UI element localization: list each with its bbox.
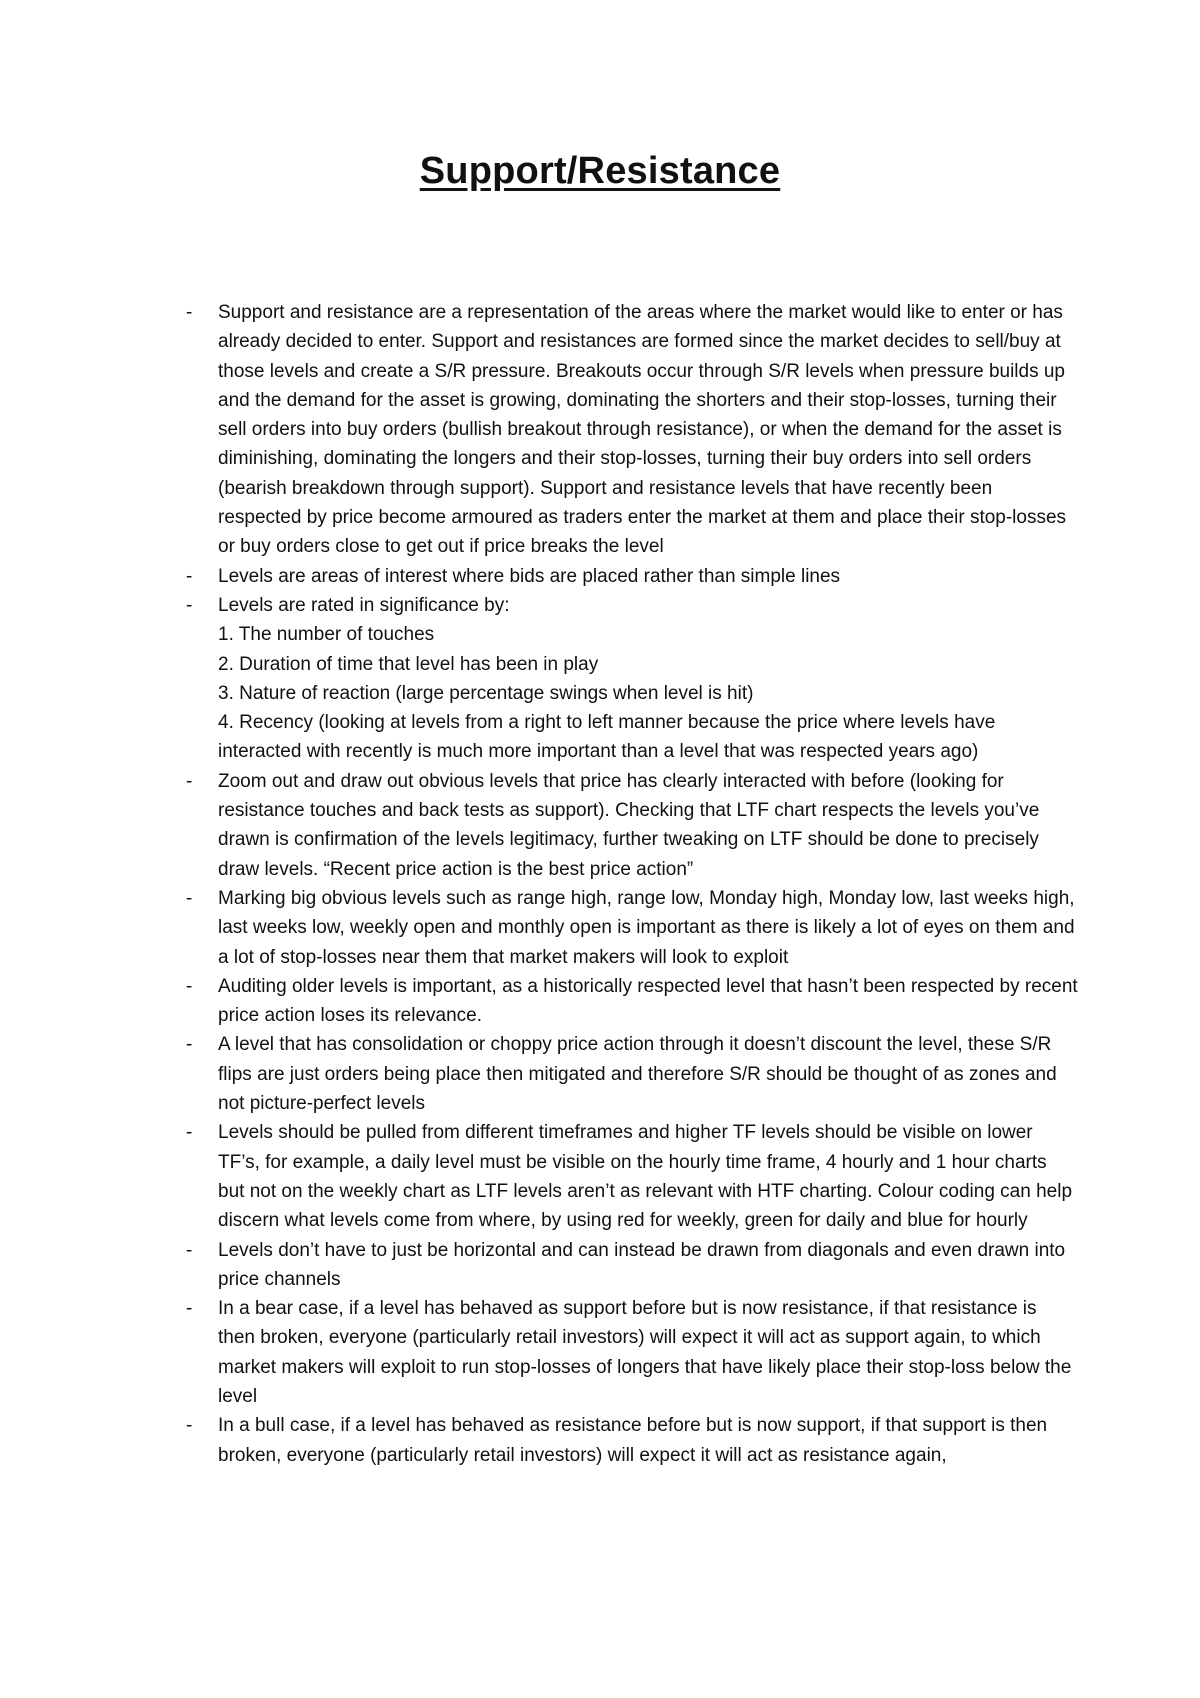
list-item	[0, 1411, 1078, 1470]
list-item	[0, 1118, 1078, 1235]
bullet-dash: -	[186, 302, 193, 323]
list-item-text: A level that has consolidation or choppy price action through it doesn’t discount the level, these S/R flips are just orders being place then mitigated and therefore S/R should be thought of as zones and not picture-perfect levels	[218, 1034, 1057, 1115]
bullet-dash: -	[186, 770, 193, 792]
document-title: Support/Resistance	[419, 150, 781, 192]
list-item	[0, 298, 1078, 562]
list-item	[0, 562, 1078, 591]
bullet-dash: -	[186, 1034, 193, 1056]
list-item-text: Auditing older levels is important, as a historically respected level that hasn’t been respected by recent price action loses its relevance.	[218, 975, 1078, 1027]
list-item-text: Marking big obvious levels such as range high, range low, Monday high, Monday low, last weeks high, last weeks low, weekly open and monthly open is important as there is likely a lot of eyes on them and a lot of stop-losses near them that market makers will look to exploit	[218, 887, 1075, 968]
list-item	[0, 884, 1078, 972]
list-item-text: Zoom out and draw out obvious levels that price has clearly interacted with before (looking for resistance touches and back tests as support). Checking that LTF chart respects the levels you’ve drawn is confirmation of the levels legitimacy, further tweaking on LTF should be done to precisely draw levels. “Recent price action is the best price action”	[218, 770, 1040, 880]
list-item	[0, 1030, 1078, 1118]
bullet-dash: -	[186, 1122, 193, 1144]
list-item	[0, 767, 1078, 884]
list-item-text: Levels are areas of interest where bids are placed rather than simple lines	[218, 565, 841, 587]
numbered-criterion: 3. Nature of reaction (large percentage swings when level is hit)	[218, 682, 754, 704]
list-item	[0, 1236, 1078, 1295]
list-item-text: Support and resistance are a representation of the areas where the market would like to enter or has already decided to enter. Support and resistances are formed since the market decides to sell/buy at those levels and create a S/R pressure. Breakouts occur through S/R levels when pressure builds up and the demand for the asset is growing, dominating the shorters and their stop-losses, turning their sell orders into buy orders (bullish breakout through resistance), or when the demand for the asset is diminishing, dominating the longers and their stop-losses, turning their buy orders into sell orders (bearish breakdown through support). Support and resistance levels that have recently been respected by price become armoured as traders enter the market at them and place their stop-losses or buy orders close to get out if price breaks the level	[218, 302, 1067, 558]
list-item	[0, 972, 1078, 1031]
bullet-list	[0, 298, 1200, 1470]
bullet-dash: -	[186, 1298, 193, 1320]
list-item-text: Levels don’t have to just be horizontal and can instead be drawn from diagonals and even drawn into price channels	[218, 1239, 1066, 1290]
bullet-dash: -	[186, 1239, 193, 1261]
bullet-dash: -	[186, 594, 193, 616]
list-item-text: Levels are rated in significance by:	[218, 594, 510, 616]
numbered-criterion: 1. The number of touches	[218, 624, 435, 646]
list-item-text: In a bull case, if a level has behaved as resistance before but is now support, if that support is then broken, everyone (particularly retail investors) will expect it will act as resistance again,	[218, 1415, 1048, 1466]
list-item-text: Levels should be pulled from different timeframes and higher TF levels should be visible on lower TF’s, for example, a daily level must be visible on the hourly time frame, 4 hourly and 1 hour charts but not on the weekly chart as LTF levels aren’t as relevant with HTF charting. Colour coding can help discern what levels come from where, by using red for weekly, green for daily and blue for hourly	[218, 1122, 1073, 1232]
bullet-dash: -	[186, 565, 193, 587]
bullet-dash: -	[186, 887, 193, 909]
list-item	[0, 1294, 1078, 1411]
bullet-dash: -	[186, 975, 193, 997]
list-item	[0, 591, 1078, 767]
bullet-dash: -	[186, 1415, 193, 1437]
numbered-criterion: 2. Duration of time that level has been in play	[218, 653, 599, 675]
numbered-criterion: 4. Recency (looking at levels from a right to left manner because the price where levels have interacted with recently is much more important than a level that was respected years ago)	[218, 712, 996, 763]
list-item-text: In a bear case, if a level has behaved as support before but is now resistance, if that resistance is then broken, everyone (particularly retail investors) will expect it will act as support again, to which market makers will exploit to run stop-losses of longers that have likely place their stop-loss below the level	[218, 1298, 1072, 1407]
